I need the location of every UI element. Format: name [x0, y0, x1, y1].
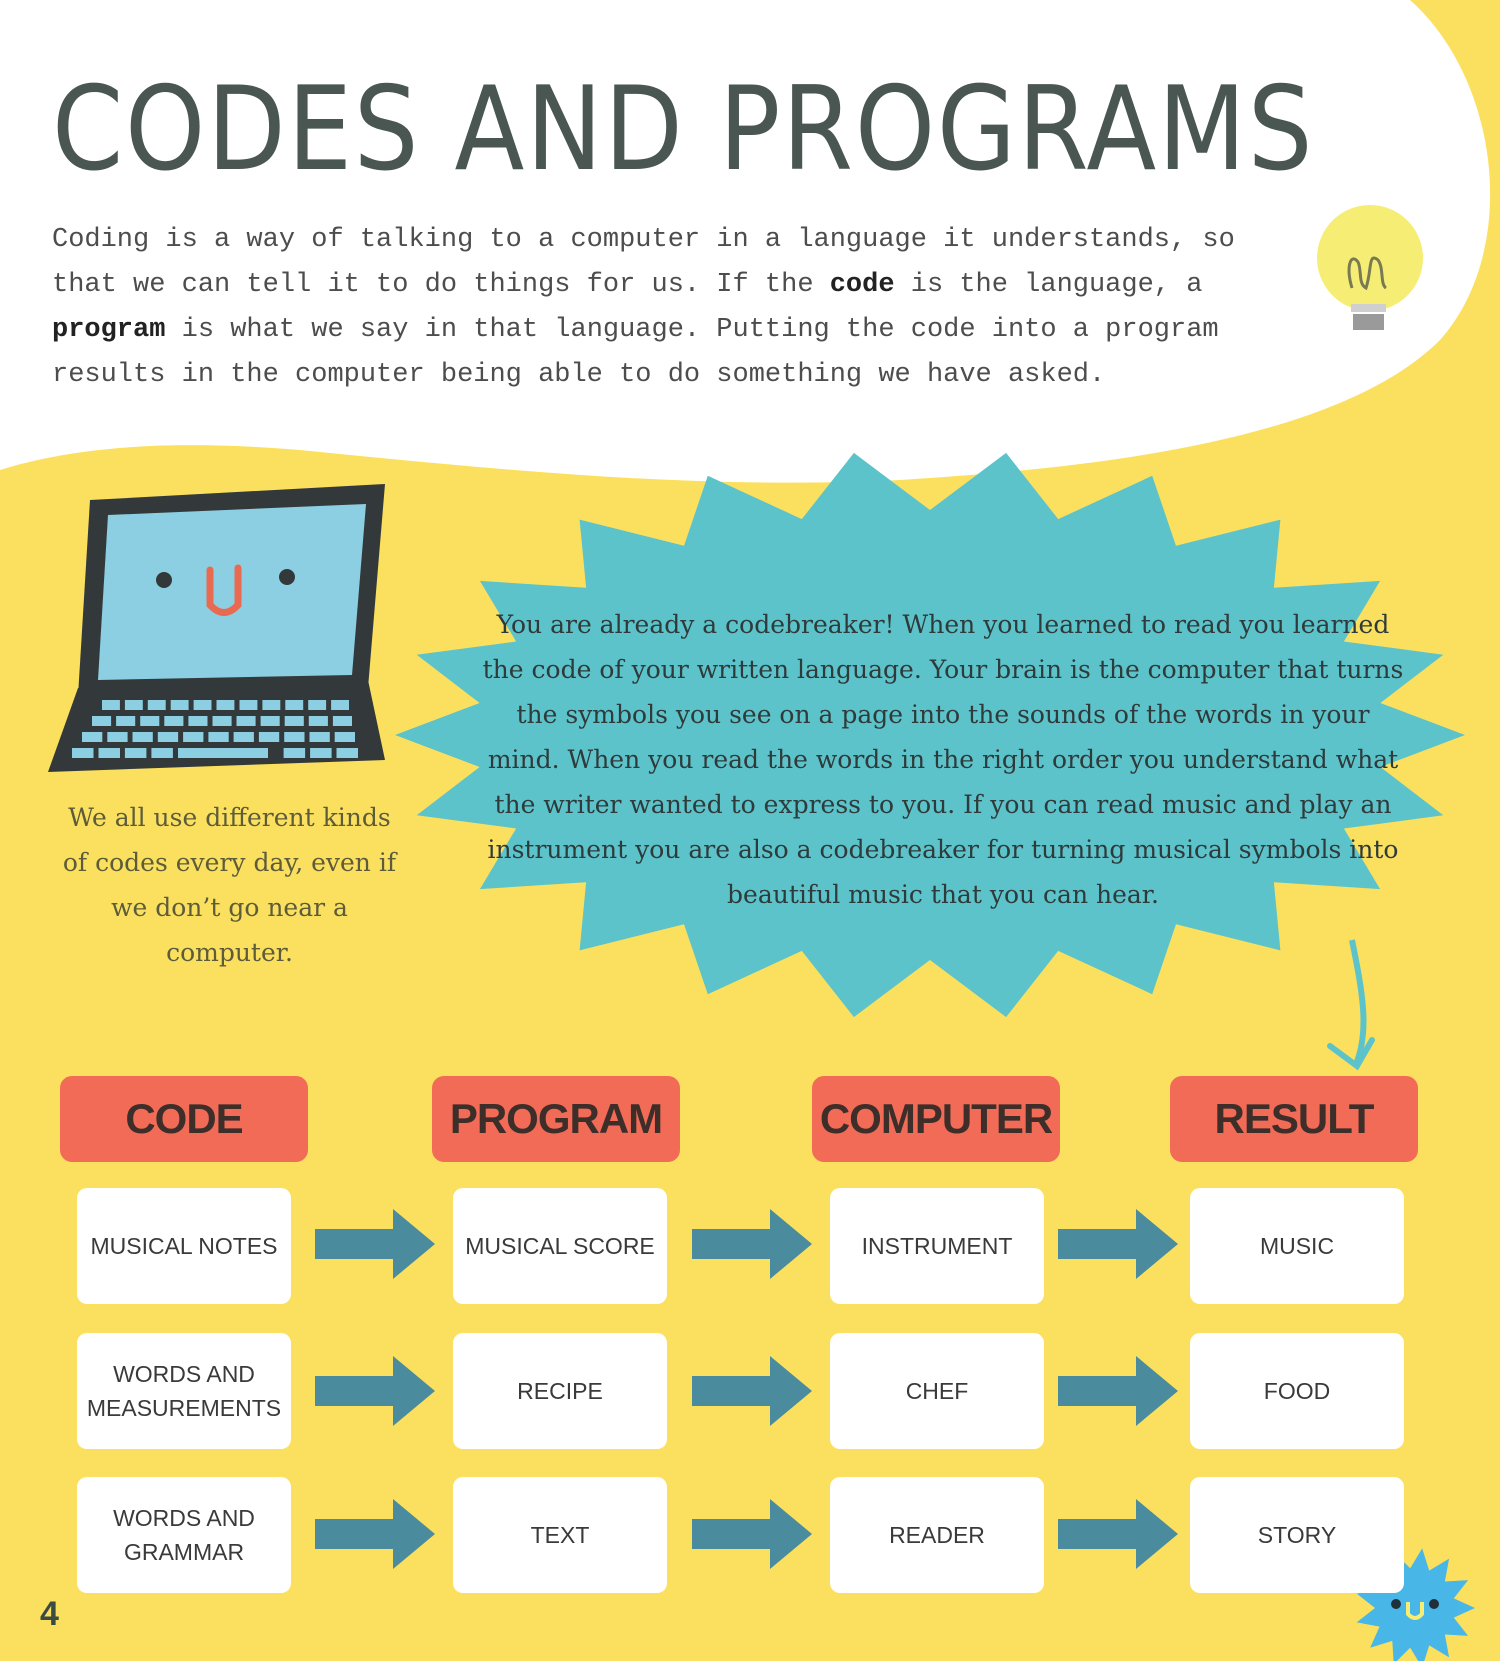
intro-keyword-code: code	[829, 270, 895, 300]
intro-text-1: Coding is a way of talking to a computer in a language it understands, so that we can tell it to do things for us. If the	[52, 225, 1235, 300]
table-cell: RECIPE	[453, 1333, 667, 1449]
arrow-right-icon	[692, 1207, 814, 1281]
side-note: We all use different kinds of codes every day, even if we don’t go near a computer.	[62, 803, 397, 967]
table-cell: READER	[830, 1477, 1044, 1593]
page-title: CODES AND PROGRAMS	[52, 62, 1315, 197]
intro-text-2: is the language, a	[894, 270, 1203, 300]
column-header-code: CODE	[60, 1076, 308, 1162]
laptop-icon	[48, 484, 385, 772]
arrow-right-icon	[1058, 1207, 1180, 1281]
arrow-right-icon	[315, 1207, 437, 1281]
table-cell: WORDS AND MEASUREMENTS	[77, 1333, 291, 1449]
arrow-right-icon	[1058, 1354, 1180, 1428]
column-header-program: PROGRAM	[432, 1076, 680, 1162]
page-number: 4	[40, 1595, 59, 1633]
arrow-right-icon	[315, 1354, 437, 1428]
table-cell: CHEF	[830, 1333, 1044, 1449]
table-cell: TEXT	[453, 1477, 667, 1593]
burst-tail-arrow-icon	[1330, 940, 1372, 1066]
arrow-right-icon	[315, 1497, 437, 1571]
column-header-computer: COMPUTER	[812, 1076, 1060, 1162]
table-cell: INSTRUMENT	[830, 1188, 1044, 1304]
arrow-right-icon	[1058, 1497, 1180, 1571]
table-cell: MUSIC	[1190, 1188, 1404, 1304]
intro-text-3: is what we say in that language. Putting the code into a program results in the computer being able to do something we have asked.	[52, 315, 1219, 390]
column-header-result: RESULT	[1170, 1076, 1418, 1162]
table-cell: MUSICAL NOTES	[77, 1188, 291, 1304]
arrow-right-icon	[692, 1497, 814, 1571]
burst-text: You are already a codebreaker! When you learned to read you learned the code of your written language. Your brain is the computer that turns the symbols you see on a page into the sounds of the words in your mind. When you read the words in the right order you understand what the writer wanted to express to you. If you can read music and play an instrument you are also a codebreaker for turning musical symbols into beautiful music that you can hear.	[482, 610, 1404, 909]
table-cell: FOOD	[1190, 1333, 1404, 1449]
intro-paragraph	[52, 218, 1312, 398]
table-cell: MUSICAL SCORE	[453, 1188, 667, 1304]
table-cell: STORY	[1190, 1477, 1404, 1593]
arrow-right-icon	[692, 1354, 814, 1428]
table-cell: WORDS AND GRAMMAR	[77, 1477, 291, 1593]
intro-keyword-program: program	[52, 315, 166, 345]
